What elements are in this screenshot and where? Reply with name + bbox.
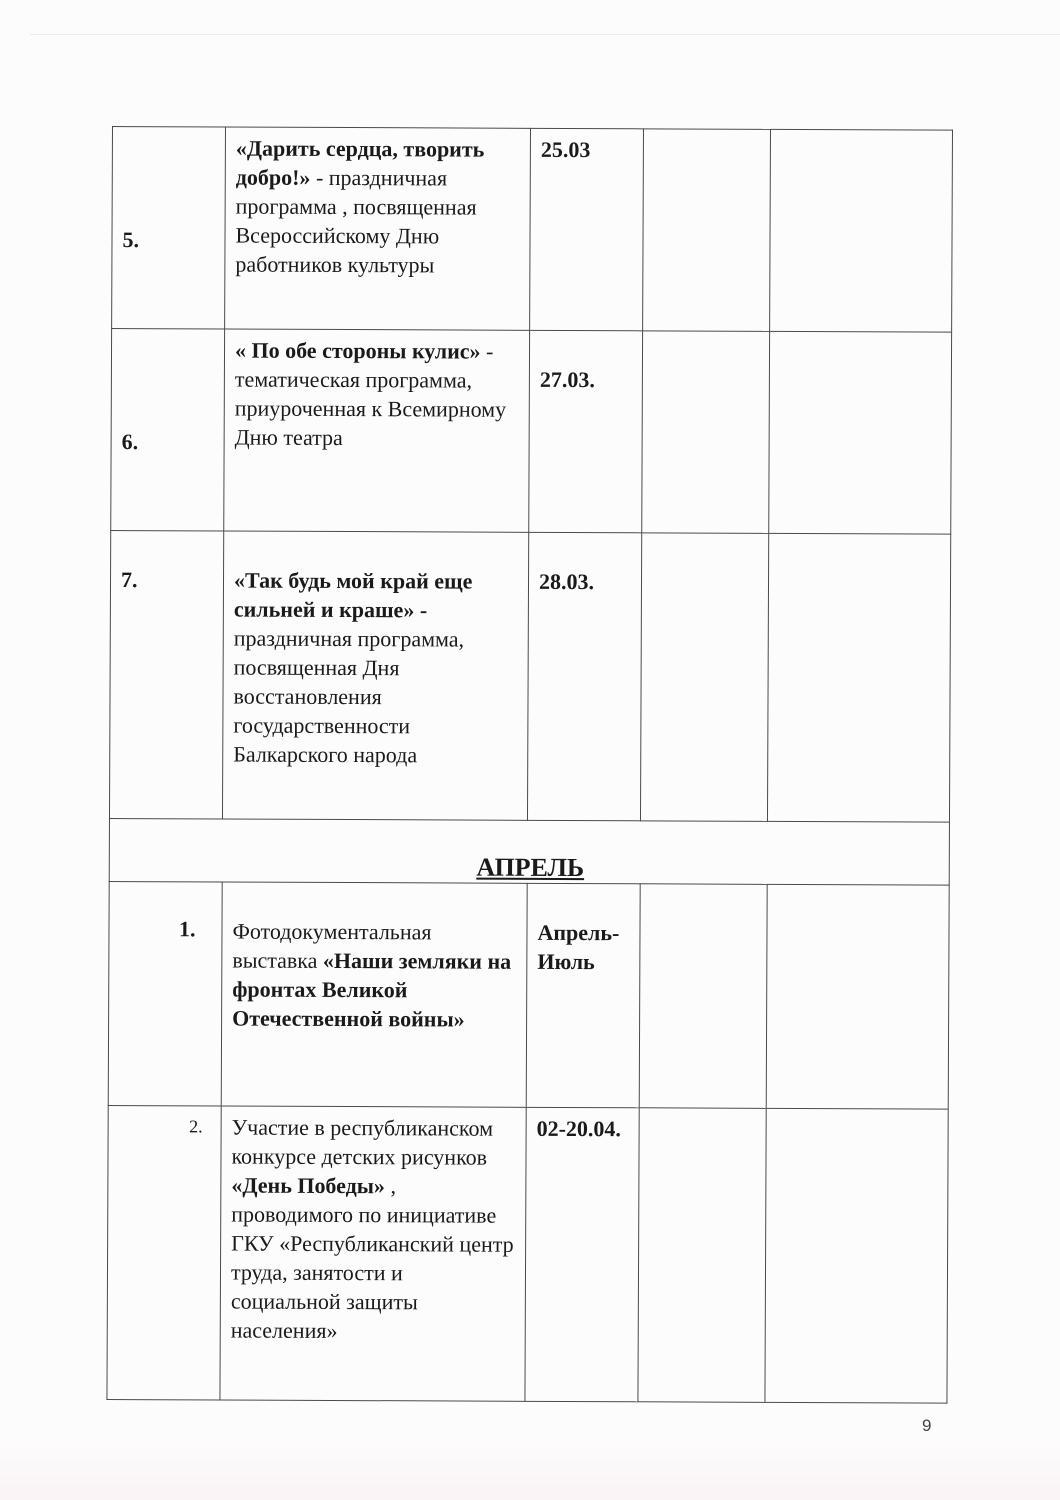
scan-tint (0, 1440, 1060, 1500)
event-details: , проводимого по инициативе ГКУ «Республиканский центр труда, занятости и социальной защиты населения» (230, 1173, 514, 1343)
event-description (225, 127, 531, 330)
event-description (221, 882, 527, 1107)
event-title: «Так будь мой край еще сильней и краше» - (233, 567, 473, 623)
event-description (220, 1106, 526, 1401)
event-details: праздничная программа, посвященная Дня восстановления государственности Балкарского народа (233, 625, 465, 768)
month-header-row (109, 818, 949, 885)
empty-cell (642, 331, 770, 534)
empty-cell (766, 884, 949, 1109)
row-number: 6. (111, 329, 225, 531)
empty-cell (643, 129, 771, 332)
page-number: 9 (922, 1416, 932, 1435)
empty-cell (770, 129, 953, 332)
row-number: 5. (112, 127, 226, 329)
table-row (109, 530, 950, 822)
empty-cell (769, 331, 952, 534)
event-title: «День Победы» (231, 1172, 386, 1199)
event-date: 28.03. (527, 532, 641, 820)
table-row (111, 329, 952, 535)
scan-edge (30, 34, 1060, 35)
event-description (222, 531, 528, 820)
event-intro: Участие в республиканском конкурсе детских рисунков (231, 1114, 494, 1170)
event-title: « По обе стороны кулис» (234, 337, 481, 364)
event-date: 25.03 (530, 128, 644, 330)
events-plan-table (106, 126, 953, 1404)
month-header-cell (109, 818, 949, 885)
row-number: 7. (109, 530, 223, 818)
month-title: АПРЕЛЬ (476, 852, 585, 883)
event-title: «Наши земляки на фронтах Великой Отечественной войны» (232, 947, 512, 1032)
event-intro: Фотодокументальная выставка (232, 918, 432, 973)
empty-cell (638, 1108, 766, 1403)
table-row (107, 1105, 948, 1403)
event-date: Апрель-Июль (526, 883, 640, 1107)
row-number: 2. (107, 1105, 221, 1399)
event-title: «Дарить сердца, творить добро!» (235, 135, 485, 190)
event-details: - тематическая программа, приуроченная к Всемирному Дню театра (234, 338, 507, 451)
event-date: 02-20.04. (525, 1107, 639, 1401)
empty-cell (639, 884, 767, 1109)
empty-cell (767, 533, 950, 822)
empty-cell (765, 1108, 948, 1403)
empty-cell (640, 533, 768, 822)
event-description (224, 329, 530, 532)
event-date: 27.03. (529, 330, 643, 532)
event-details: - праздничная программа , посвященная Всероссийскому Дню работников культуры (235, 164, 477, 278)
row-number: 1. (108, 881, 222, 1105)
table-row (108, 881, 949, 1109)
table-row (112, 127, 953, 333)
